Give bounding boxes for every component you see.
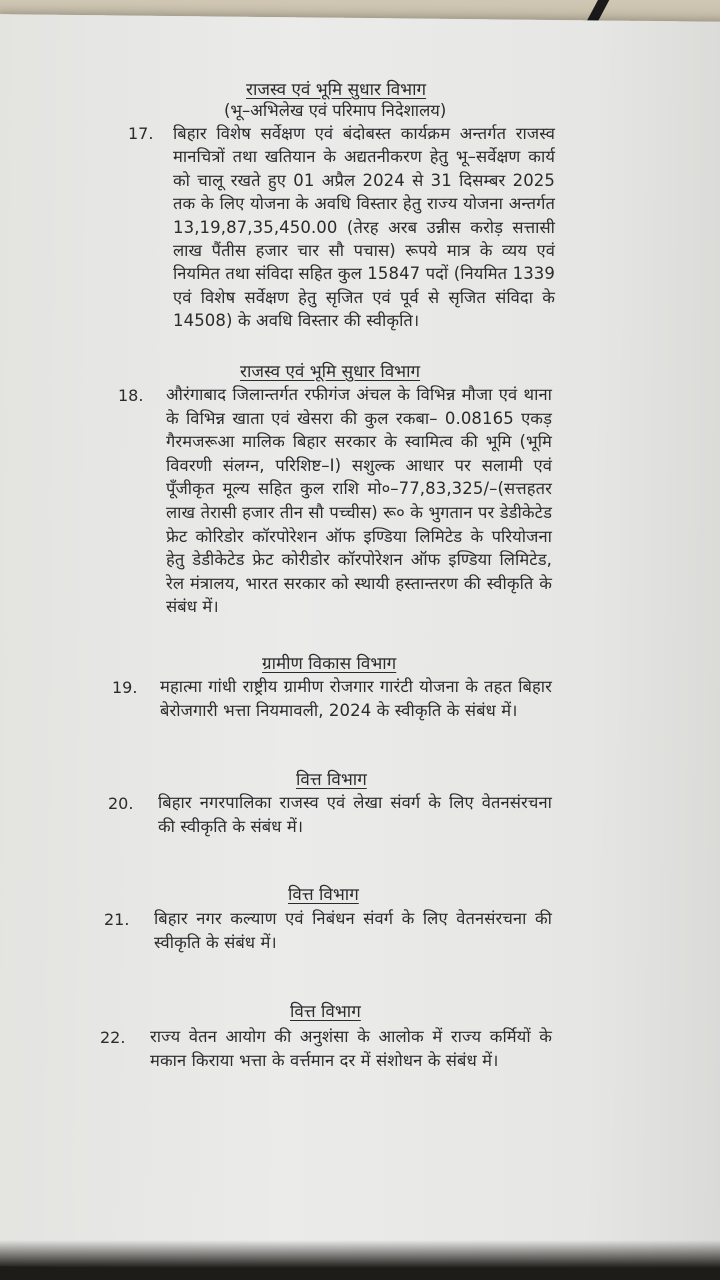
item-18-number: 18. (118, 386, 144, 405)
item-19-text: महात्मा गांधी राष्ट्रीय ग्रामीण रोजगार गारंटी योजना के तहत बिहार बेरोजगारी भत्ता नियमावली, 2024 के स्वीकृति के संबंध में। (160, 677, 552, 720)
item-20-text: बिहार नगरपालिका राजस्व एवं लेखा संवर्ग के लिए वेतनसंरचना की स्वीकृति के संबंध में। (158, 793, 552, 836)
item-20-number: 20. (108, 794, 134, 813)
item-20-department-heading: वित्त विभाग (296, 770, 367, 790)
item-17-directorate-subheading: (भू–अभिलेख एवं परिमाप निदेशालय) (224, 101, 447, 120)
item-18-department-heading: राजस्व एवं भूमि सुधार विभाग (240, 362, 421, 382)
item-17-text: बिहार विशेष सर्वेक्षण एवं बंदोबस्त कार्यक्रम अन्तर्गत राजस्व मानचित्रों तथा खतियान के अद्यतनीकरण हेतु भू–सर्वेक्षण कार्य को चालू रखते हुए 01 अप्रैल 2024 से 31 दिसम्बर 2025 तक के लिए योजना के अवधि विस्तार हेतु राज्य योजना अन्तर्गत 13,19,87,35,450.00 (तेरह अरब उन्नीस करोड़ सत्तासी लाख पैंतीस हजार चार सौ पचास) रूपये मात्र के व्यय एवं नियमित तथा संविदा सहित कुल 15847 पदों (नियमित 1339 एवं विशेष सर्वेक्षण हेतु सृजित एवं पूर्व से सृजित संविदा के 14508) के अवधि विस्तार की स्वीकृति। (173, 124, 555, 331)
item-22-number: 22. (100, 1028, 126, 1047)
item-21-number: 21. (104, 910, 130, 929)
item-22-text: राज्य वेतन आयोग की अनुशंसा के आलोक में राज्य कर्मियों के मकान किराया भत्ता के वर्त्तमान दर में संशोधन के संबंध में। (150, 1027, 552, 1070)
item-19-number: 19. (112, 678, 138, 697)
item-21-department-heading: वित्त विभाग (288, 885, 359, 905)
item-21-text: बिहार नगर कल्याण एवं निबंधन संवर्ग के लिए वेतनसंरचना की स्वीकृति के संबंध में। (154, 909, 552, 952)
item-17-department-heading: राजस्व एवं भूमि सुधार विभाग (246, 80, 427, 100)
item-18-text: औरंगाबाद जिलान्तर्गत रफीगंज अंचल के विभिन्न मौजा एवं थाना के विभिन्न खाता एवं खेसरा की कुल रकबा– 0.08165 एकड़ गैरमजरूआ मालिक बिहार सरकार के स्वामित्व की भूमि (भूमि विवरणी संलग्न, परिशिष्ट–I) सशुल्क आधार पर सलामी एवं पूँजीकृत मूल्य सहित कुल राशि मो०–77,83,325/–(सत्तहतर लाख तेरासी हजार तीन सौ पच्चीस) रू० के भुगतान पर डेडीकेटेड फ्रेट कोरिडोर कॉरपोरेशन ऑफ इण्डिया लिमिटेड के परियोजना हेतु डेडीकेटेड फ्रेट कोरीडोर कॉरपोरेशन ऑफ इण्डिया लिमिटेड, रेल मंत्रालय, भारत सरकार को स्थायी हस्तान्तरण की स्वीकृति के संबंध में। (166, 385, 552, 617)
desk-shadow (0, 1240, 720, 1280)
item-22-department-heading: वित्त विभाग (290, 1002, 361, 1022)
item-19-department-heading: ग्रामीण विकास विभाग (262, 654, 397, 674)
item-17-number: 17. (128, 124, 154, 143)
